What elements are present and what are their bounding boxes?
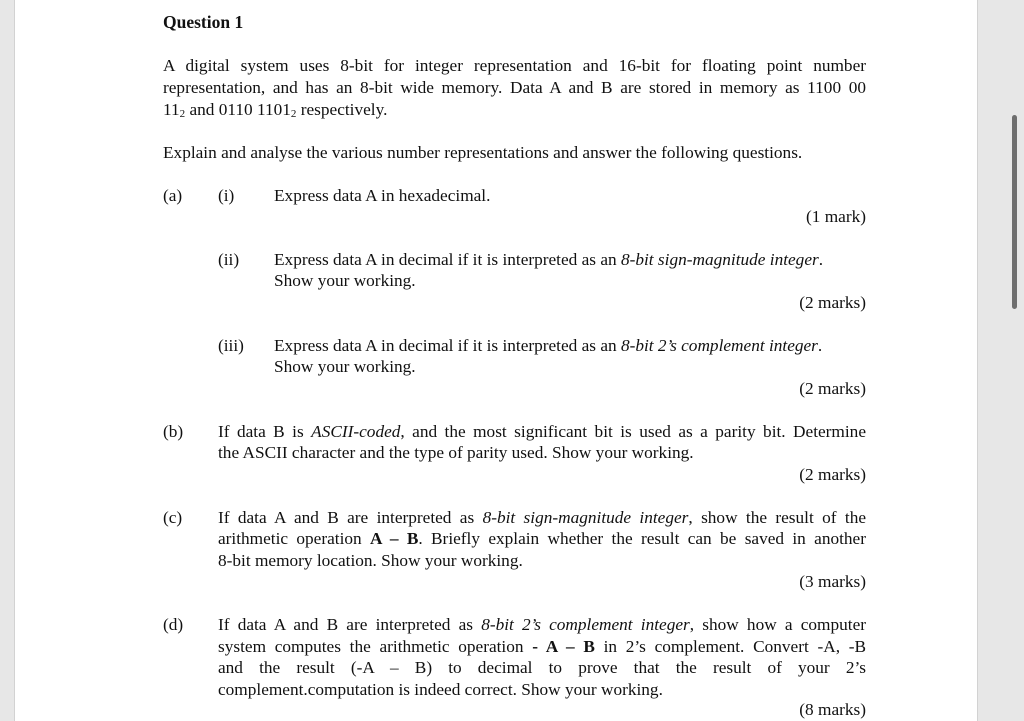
intro-line-1: A digital system uses 8-bit for integer representation and 16-bit for floating point number [163,56,866,75]
part-b-text-a: If data B is [218,422,312,441]
part-c-line-2 [218,528,866,550]
intro-line-3 [163,99,387,121]
part-a-ii-text: Express data A in decimal if it is interpreted as an [274,250,621,269]
part-a-i-text: Express data A in hexadecimal. [274,186,491,205]
part-d-text-b: , show how a computer [689,615,867,634]
base-subscript: 2 [290,108,297,120]
part-c-line-3: 8-bit memory location. Show your working. [218,551,523,570]
part-c-text-b: , show the result of the [688,508,867,527]
part-d-emphasis: 8-bit 2’s complement integer [481,615,690,634]
part-d-label: (d) [163,615,184,634]
part-a-ii-label: (ii) [218,250,240,269]
intro-line-3-text-b: and 0110 1101 [185,100,291,119]
part-a-ii-emphasis: 8-bit sign-magnitude integer [620,250,819,269]
part-a-label: (a) [163,186,183,205]
part-a-ii-marks: (2 marks) [799,293,866,312]
part-c-line-1 [218,507,866,529]
instruction-text: Explain and analyse the various number representations and answer the following questions. [163,143,803,162]
part-a-iii-line-2: Show your working. [274,357,416,376]
part-a-iii-emphasis: 8-bit 2’s complement integer [620,336,818,355]
part-d-text-d: in 2’s complement. Convert -A, -B [594,637,867,656]
part-d-text-a: If data A and B are interpreted as [218,615,482,634]
part-c-operation: A – B [370,529,419,548]
intro-line-2: representation, and has an 8-bit wide memory. Data A and B are stored in memory as 1100 00 [163,78,866,97]
part-b-emphasis: ASCII-coded [311,422,401,441]
part-a-iii-line-1 [274,335,822,357]
part-a-i-marks: (1 mark) [806,207,866,226]
part-a-ii-line-2: Show your working. [274,271,416,290]
question-title: Question 1 [163,12,244,32]
part-c-text-a: If data A and B are interpreted as [218,508,483,527]
part-c-text-d: . Briefly explain whether the result can be saved in another [418,529,866,548]
part-d-line-4: complement.computation is indeed correct. Show your working. [218,680,663,699]
part-a-ii-line-1 [274,249,823,271]
part-a-ii-period: . [818,250,824,269]
part-c-marks: (3 marks) [799,572,866,591]
part-b-marks: (2 marks) [799,465,866,484]
part-a-i-label: (i) [218,186,235,205]
base-subscript: 2 [179,108,186,120]
intro-line-3-text-c: respectively. [296,100,388,119]
part-d-marks: (8 marks) [799,700,866,719]
part-b-label: (b) [163,422,184,441]
part-b-line-1 [218,421,866,443]
part-c-text-c: arithmetic operation [218,529,370,548]
part-d-line-1 [218,614,866,636]
part-d-text-c: system computes the arithmetic operation [218,637,533,656]
part-c-label: (c) [163,508,183,527]
part-b-line-2: the ASCII character and the type of parity used. Show your working. [218,443,694,462]
part-a-iii-text: Express data A in decimal if it is interpreted as an [274,336,621,355]
part-d-operation: - A – B [532,637,595,656]
part-c-emphasis: 8-bit sign-magnitude integer [482,508,689,527]
part-a-iii-marks: (2 marks) [799,379,866,398]
part-a-iii-period: . [817,336,823,355]
part-d-line-2 [218,636,866,658]
part-a-iii-label: (iii) [218,336,244,355]
intro-line-3-text-a: 11 [163,100,180,119]
part-b-text-b: , and the most significant bit is used as a parity bit. Determine [400,422,866,441]
part-d-line-3: and the result (-A – B) to decimal to prove that the result of your 2’s [218,658,866,677]
